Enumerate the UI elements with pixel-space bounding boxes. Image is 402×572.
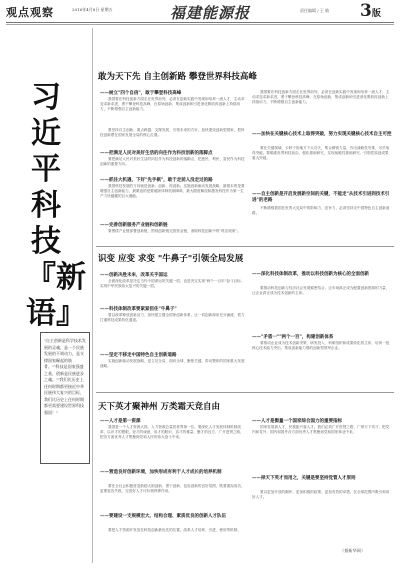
- article2-right-body2: 要推动企业成为技术创新决策、研发投入、科研组织和成果转化的主体，培育一批核心技术能力突出、集成创新能力强的创新型领军企业。: [252, 341, 390, 351]
- article1-section4-body: 要围绕产业链部署创新链，围绕创新链完善资金链，消除科技创新中的"孤岛现象"。: [108, 229, 241, 233]
- article2-right-heading2: ——"矛盾一""两个一百"，构建创新体系: [252, 335, 334, 340]
- header-divider-thin: [6, 24, 394, 25]
- article-divider-1: [96, 246, 394, 247]
- article1-right-heading1: ——加快在关键核心技术上取得突破，努力实现关键核心技术自主可控: [252, 132, 392, 137]
- article1-section2-heading: ——把满足人民对美好生活的向往作为科技创新的落脚点: [100, 151, 213, 156]
- article2-section3-body: 实施创新驱动发展战略，是立足全局、面向全球、聚焦关键、带动整体的国家重大发展战略。: [100, 359, 245, 369]
- article2-section2-body: 要以改革释放创新活力，加快建立健全国家创新体系，让一切创新源泉充分涌流，着力打通科技成果转化通道。: [100, 313, 245, 323]
- article2-right-heading1: ——深化科技体制改革，推动以科技创新为核心的全面创新: [252, 272, 369, 277]
- article-divider-2: [96, 392, 394, 393]
- banner-title: 习近平科技『新语』: [26, 80, 86, 331]
- article3-right-body2: 要以更加开放的胸怀、更加积极的政策、更加有效的举措，在全球范围内吸引和用好人才。: [252, 490, 390, 500]
- article3-right-heading2: ——择天下英才而用之，关键是要坚持党管人才原则: [252, 476, 356, 481]
- header-divider: [6, 22, 394, 23]
- editor-credit: 责任编辑 / 王 敏: [300, 8, 330, 13]
- article1-right-body2: 不断增强我国在世界大变局中的影响力、竞争力，必须坚持走中国特色自主创新道路。: [252, 206, 390, 216]
- masthead-section-name: 观点观察: [6, 6, 54, 19]
- article3-section3-heading: ——要建设一支规模宏大、结构合理、素质优良的创新人才队伍: [100, 514, 226, 519]
- article3-section2-heading: ——营造良好创新环境，加快形成有利于人才成长的培养机制: [100, 470, 222, 475]
- article2-section1-body: 全面深化改革是决定当代中国命运的关键一招，也是决定实现"两个一百年"奋斗目标、实现中华民族伟大复兴的关键一招。: [100, 279, 245, 289]
- article3-title: 天下英才聚神州 万类霜天竞自由: [98, 402, 220, 412]
- dateline: 2016年4月8日 星期五: [72, 7, 113, 12]
- article2-title: 识变 应变 求变 "牛鼻子"引领全局发展: [98, 254, 244, 264]
- article3-section1-heading: ——人才是第一资源: [100, 419, 141, 424]
- article2-section3-heading: ——坚定不移走中国特色自主创新道路: [100, 353, 177, 358]
- article1-right-intro: 我国要在科技创新方面走在世界前列，必须在创新实践中发现和培养一流人才，主动求变求新求进，勇于攀登科技高峰，在原始创新、集成创新和引进消化吸收再创新上持续用力，不断增强自主创新能力。: [252, 90, 390, 105]
- article2-section1-heading: ——创新决胜未来，改革关乎国运: [100, 273, 168, 278]
- article1-section1-heading: ——树立"四个自信"，敢于攀登科技高峰: [100, 91, 182, 96]
- article3-section1-body: 我国是一个人才资源大国，人力资源总量居世界第一位。要深化人才发展体制机制改革，以识才的慧眼、爱才的诚意、用才的胆识、容才的雅量、聚才的良方，广开进贤之路，把各方面优秀人才集聚到党和人民的伟大奋斗中来。: [100, 425, 244, 440]
- article3-section3-body: 要把人才资源开发放在科技创新最优先的位置，改革人才培养、引进、使用等机制。: [108, 528, 241, 532]
- article3-section2-body: 要在全社会积极营造鼓励大胆创新、勇于创新、包容创新的良好氛围，既要重视成功，更要宽容失败，完善好人才评价指挥棒作用。: [100, 484, 245, 494]
- article1-section3-heading: ——抓住大机遇，下好"先手棋"，敢于走前人没走过的路: [100, 178, 213, 183]
- article1-section3-body: 我国科技发展的方向就是创新、创新、再创新。实施创新驱动发展战略，最根本的是要增强自主创新能力，最紧迫的是要破除体制机制障碍，最大限度解放和激发科技作为第一生产力所蕴藏的巨大潜能。: [100, 184, 245, 199]
- article1-section1-body: 我国要在科技创新方面走在世界前列，必须在创新实践中发现和培养一流人才，主动求变求新求进，勇于攀登科技高峰，在原始创新、集成创新和引进消化吸收再创新上持续用力，不断增强自主创新能力。: [100, 97, 245, 112]
- article1-right-body1: 要在关键领域、卡脖子的地方下大功夫，集合精锐力量，作出战略性安排，尽早取得突破。要瞄准世界科技前沿，强化基础研究，实现前瞻性基础研究、引领性原创成果重大突破。: [252, 146, 390, 161]
- newspaper-brand: 福建能源报: [170, 4, 251, 22]
- article2-right-body1: 要推动科技创新与经济社会发展紧密结合，让市场真正成为配置创新资源的力量，让企业真正成为技术创新的主体。: [252, 286, 390, 296]
- article1-title: 敢为天下先 自主创新路 攀登世界科技高峰: [98, 72, 257, 82]
- sidebar-quote-text: "自主创新是科学技术发展的灵魂，是一个民族发展的不竭动力，是支撑国家崛起的筋骨。""科技是国家强盛之基，创新是民族进步之魂。""我们比历史上任何时期都更接近中华民族伟大复兴的目标，我们比历史上任何时期都更需要建设世界科技强国！": [44, 338, 86, 415]
- page-number: [360, 1, 381, 21]
- article2-section2-heading: ——科技体制改革要紧紧扭住"牛鼻子": [100, 307, 177, 312]
- column-divider: [92, 28, 93, 563]
- article1-right-heading2: ——自主创新是开启发展新空间的关键，不能走"从技术引进到技术引进"的老路: [252, 192, 390, 203]
- article3-right-body1: 国家发展靠人才，民族振兴靠人才。我们必须广开进贤之路、广纳天下英才，把党内和党外、国内和国外各方面优秀人才集聚到党和国家事业中来。: [252, 425, 390, 435]
- page-number-digit: 3: [360, 1, 372, 21]
- article1-section2-body: 要把满足人民对美好生活的向往作为科技创新的落脚点，把惠民、利民、富民作为科技创新的重要方向。: [100, 157, 245, 167]
- article3-right-heading1: ——人才是衡量一个国家综合国力的重要指标: [252, 419, 342, 424]
- article1-section1-body2: 要坚持自主创新、重点跨越、支撑发展、引领未来的方针，加快建设创新型国家，把科技创新摆在国家发展全局的核心位置。: [100, 128, 245, 138]
- article-source: （据新华网）: [340, 548, 366, 553]
- article1-section4-heading: ——完善创新服务产业链和创新链: [100, 223, 168, 228]
- page-number-suffix: 版: [371, 9, 381, 19]
